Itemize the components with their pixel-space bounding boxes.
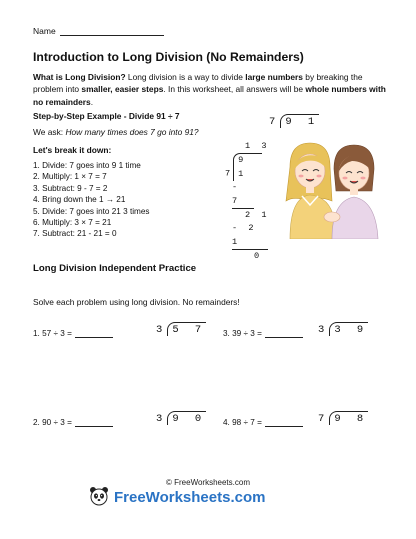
problem-3-bracket (318, 322, 368, 336)
problem-dividend: 9 0 (167, 411, 206, 425)
intro-text-4: . (90, 96, 94, 107)
name-blank[interactable] (60, 26, 164, 36)
problem-label: 3. 39 ÷ 3 = (223, 329, 262, 338)
intro-bold-3: whole numbers with no remainders (33, 84, 386, 107)
problem-4-bracket (318, 411, 368, 425)
problem-divisor: 3 (318, 324, 330, 336)
example-title: Step-by-Step Example - Divide 91 ÷ 7 (33, 111, 180, 121)
intro-text-1: Long division is a way to divide (125, 72, 246, 82)
work-subtract-2: - 2 1 (232, 222, 268, 250)
practice-instructions: Solve each problem using long division. No remainders! (33, 297, 240, 307)
step-item: 1. Divide: 7 goes into 9 1 time (33, 161, 141, 170)
work-quotient: 1 3 (245, 141, 270, 151)
problem-divisor: 7 (318, 413, 330, 425)
practice-title: Long Division Independent Practice (33, 263, 197, 274)
work-subtract-1: - 7 (232, 181, 254, 209)
girls-handshake-illustration (282, 139, 380, 239)
answer-blank[interactable] (75, 329, 113, 338)
step-item: 6. Multiply: 3 × 7 = 21 (33, 218, 112, 228)
problem-4 (223, 418, 303, 427)
name-label: Name (33, 26, 56, 36)
problem-divisor: 3 (156, 413, 168, 425)
problem-1 (33, 329, 113, 338)
intro-question: What is Long Division? (33, 72, 126, 82)
step-item: 5. Divide: 7 goes into 21 3 times (33, 206, 150, 216)
name-field (33, 26, 164, 36)
problem-divisor: 3 (156, 324, 168, 336)
worksheet-title: Introduction to Long Division (No Remainders) (33, 50, 304, 64)
step-item: 4. Bring down the 1 → 21 (33, 195, 126, 205)
intro-text-3: . In this worksheet, all answers will be (163, 84, 306, 95)
step-item: 7. Subtract: 21 - 21 = 0 (33, 229, 117, 239)
work-dividend: 9 1 (233, 153, 262, 181)
breakdown-title: Let's break it down: (33, 145, 112, 155)
problem-dividend: 9 8 (329, 411, 368, 425)
problem-2 (33, 418, 113, 427)
work-divisor: 7 (225, 168, 234, 179)
problem-3 (223, 329, 303, 338)
problem-label: 1. 57 ÷ 3 = (33, 329, 72, 338)
answer-blank[interactable] (265, 329, 303, 338)
ask-prefix: We ask: (33, 127, 66, 137)
step-item: 3. Subtract: 9 - 7 = 2 (33, 183, 108, 193)
example-dividend: 9 1 (280, 114, 319, 128)
panda-icon (89, 486, 109, 506)
breakdown-steps (33, 160, 150, 240)
intro-paragraph (33, 71, 393, 108)
problem-label: 4. 98 ÷ 7 = (223, 418, 262, 427)
footer-brand[interactable]: FreeWorksheets.com (114, 489, 266, 506)
problem-2-bracket (156, 411, 206, 425)
problem-dividend: 5 7 (167, 322, 206, 336)
answer-blank[interactable] (265, 418, 303, 427)
intro-bold-1: large numbers (245, 72, 303, 82)
example-divisor: 7 (269, 116, 281, 128)
worked-division (225, 140, 269, 264)
problem-1-bracket (156, 322, 206, 336)
example-question (33, 127, 199, 137)
intro-bold-2: smaller, easier steps (81, 84, 164, 95)
answer-blank[interactable] (75, 418, 113, 427)
intro-text-2: by breaking the problem into (33, 72, 363, 95)
problem-dividend: 3 9 (329, 322, 368, 336)
ask-text: How many times does 7 go into 91? (65, 127, 199, 137)
example-division-bracket (269, 114, 319, 128)
problem-label: 2. 90 ÷ 3 = (33, 418, 72, 427)
step-item: 2. Multiply: 1 × 7 = 7 (33, 172, 107, 182)
work-result: 0 (254, 251, 260, 262)
footer-copyright: © FreeWorksheets.com (166, 478, 250, 487)
work-remainder-1: 2 1 (245, 210, 270, 221)
